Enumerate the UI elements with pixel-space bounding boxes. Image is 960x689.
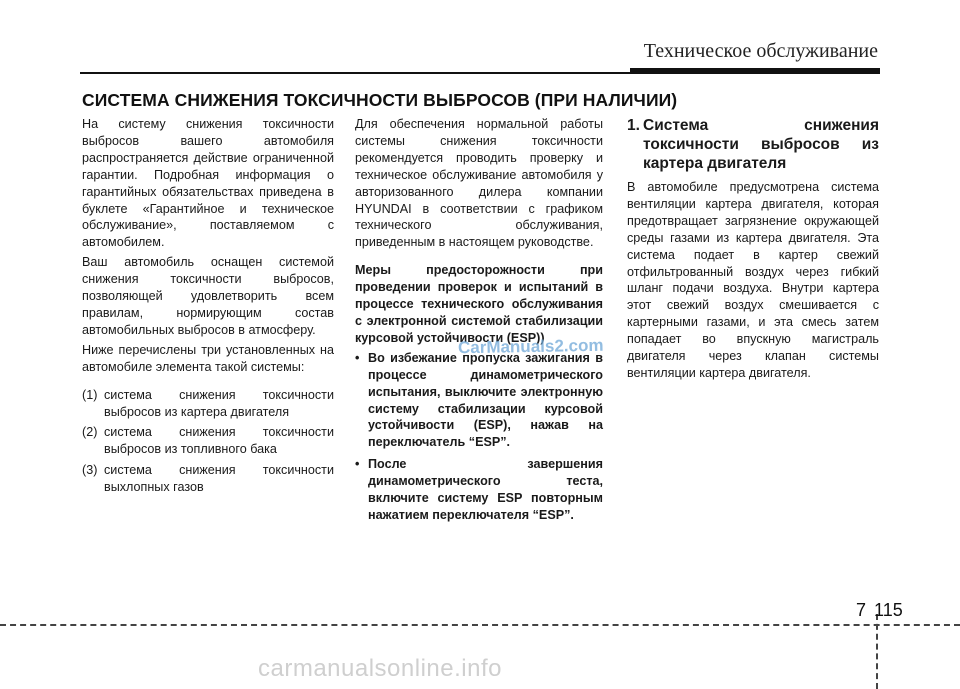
paragraph: Ниже перечислены три установленных на автомобиле элемента такой системы: — [82, 342, 334, 374]
chapter-number: 7 — [856, 600, 867, 620]
footer-rule — [0, 624, 960, 626]
list-text: система снижения токсичности выбросов из топливного бака — [104, 425, 334, 457]
footer-vertical-rule — [876, 614, 878, 689]
chapter-title: Техническое обслуживание — [643, 40, 878, 62]
paragraph: В автомобиле предусмотрена система вентиляции картера двигателя, которая предотвращает загрязнение окружающей среды газами из картера двигателя. Эта система подает в картер свежий отфильтрованный воздух через гибкий шланг подачи воздуха. Внутри картера этот свежий воздух смешивается с картерными газами, и эта смесь затем попадает во впускную магистраль двигателя через клапан системы вентиляции картера двигателя. — [627, 180, 879, 380]
subsection-title: Система снижения токсичности выбросов из картера двигателя — [643, 117, 879, 172]
header-rule-accent — [630, 68, 880, 74]
section-title: СИСТЕМА СНИЖЕНИЯ ТОКСИЧНОСТИ ВЫБРОСОВ (ПРИ НАЛИЧИИ) — [82, 90, 678, 110]
list-item — [82, 462, 334, 496]
bullet-item — [355, 456, 603, 524]
paragraph: На систему снижения токсичности выбросов вашего автомобиля распространяется действие ограниченной гарантии. Подробная информация о гарантийных обязательствах приведена в буклете «Гарантийное и техническое обслуживание», поставляемом с автомобилем. — [82, 117, 334, 250]
bullet-text: Во избежание пропуска зажигания в процессе динамометрического испытания, выключите электронную систему стабилизации курсовой устойчивости (ESP), нажав на переключатель “ESP”. — [368, 350, 603, 450]
paragraph: Ваш автомобиль оснащен системой снижения токсичности выбросов, позволяющей удовлетворить всем правилам, нормирующим состав автомобильных выбросов в атмосферу. — [82, 255, 334, 337]
list-text: система снижения токсичности выбросов из картера двигателя — [104, 387, 334, 419]
list-text: система снижения токсичности выхлопных газов — [104, 463, 334, 495]
column-2 — [355, 116, 603, 529]
subsection-number: 1. — [627, 117, 640, 134]
bullet-icon: • — [355, 350, 360, 365]
list-number: (1) — [82, 387, 98, 402]
list-number: (3) — [82, 463, 98, 478]
bullet-icon: • — [355, 457, 360, 472]
list-item — [82, 387, 334, 421]
watermark-center: CarManuals2.com — [457, 335, 604, 358]
subsection-heading — [627, 116, 879, 173]
column-1 — [82, 116, 334, 500]
paragraph: Для обеспечения нормальной работы системы снижения токсичности рекомендуется проводить проверку и техническое обслуживание автомобиля у авторизованного дилера компании HYUNDAI в соответствии с графиком технического обслуживания, приведенным в настоящем руководстве. — [355, 117, 603, 250]
watermark-bottom: carmanualsonline.info — [258, 655, 502, 682]
page-number — [856, 600, 903, 621]
column-3 — [627, 116, 879, 385]
list-number: (2) — [82, 425, 98, 440]
page-number-value: 115 — [874, 600, 903, 620]
bullet-item — [355, 350, 603, 451]
precautions-heading: Меры предосторожности при проведении проверок и испытаний в процессе технического обслуживания с электронной системой стабилизации курсовой устойчивости (ESP)) — [355, 263, 603, 345]
list-item — [82, 424, 334, 458]
bullet-text: После завершения динамометрического теста, включите систему ESP повторным нажатием переключателя “ESP”. — [368, 457, 603, 522]
